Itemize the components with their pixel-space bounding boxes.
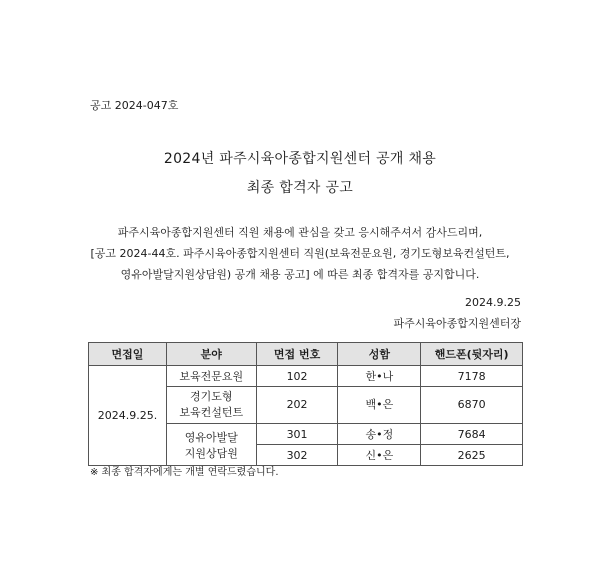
field-line: 지원상담원 xyxy=(184,446,238,460)
page-title: 2024년 파주시육아종합지원센터 공개 채용 xyxy=(163,151,437,167)
phone-cell: 7178 xyxy=(421,366,523,387)
name-cell: 백•은 xyxy=(338,387,421,424)
name-cell: 한•나 xyxy=(338,366,421,387)
announcement-date: 2024.9.25 xyxy=(465,296,521,309)
field-line: 보육컨설턴트 xyxy=(179,406,244,419)
footnote: ※ 최종 합격자에게는 개별 연락드렸습니다. xyxy=(90,467,279,478)
body-line: 영유아발달지원상담원) 공개 채용 공고] 에 따른 최종 합격자를 공지합니다. xyxy=(120,268,480,281)
header-interview-date: 면접일 xyxy=(89,343,167,366)
body-paragraph xyxy=(60,222,540,285)
field-cell: 보육전문요원 xyxy=(166,366,256,387)
number-cell: 301 xyxy=(256,424,338,445)
phone-cell: 7684 xyxy=(421,424,523,445)
number-cell: 102 xyxy=(256,366,338,387)
number-cell: 202 xyxy=(256,387,338,424)
header-name: 성함 xyxy=(338,343,421,366)
field-cell xyxy=(166,424,256,466)
phone-cell: 6870 xyxy=(421,387,523,424)
body-line: 파주시육아종합지원센터 직원 채용에 관심을 갖고 응시해주셔서 감사드리며, xyxy=(117,226,483,239)
number-cell: 302 xyxy=(256,445,338,466)
page-subtitle: 최종 합격자 공고 xyxy=(246,180,354,196)
name-cell: 신•은 xyxy=(338,445,421,466)
field-cell xyxy=(166,387,256,424)
header-interview-number: 면접 번호 xyxy=(256,343,338,366)
results-table xyxy=(88,342,523,466)
issuing-organization: 파주시육아종합지원센터장 xyxy=(393,317,521,330)
header-field: 분야 xyxy=(166,343,256,366)
header-phone: 핸드폰(뒷자리) xyxy=(421,343,523,366)
field-line: 영유아발달 xyxy=(184,430,238,444)
table-row xyxy=(89,366,523,387)
field-line: 경기도형 xyxy=(190,390,233,403)
interview-date-cell: 2024.9.25. xyxy=(89,366,167,466)
phone-cell: 2625 xyxy=(421,445,523,466)
notice-number: 공고 2024-047호 xyxy=(90,99,179,112)
name-cell: 송•정 xyxy=(338,424,421,445)
body-line: [공고 2024-44호. 파주시육아종합지원센터 직원(보육전문요원, 경기도형보육컨설턴트, xyxy=(90,247,510,260)
table-header-row xyxy=(89,343,523,366)
